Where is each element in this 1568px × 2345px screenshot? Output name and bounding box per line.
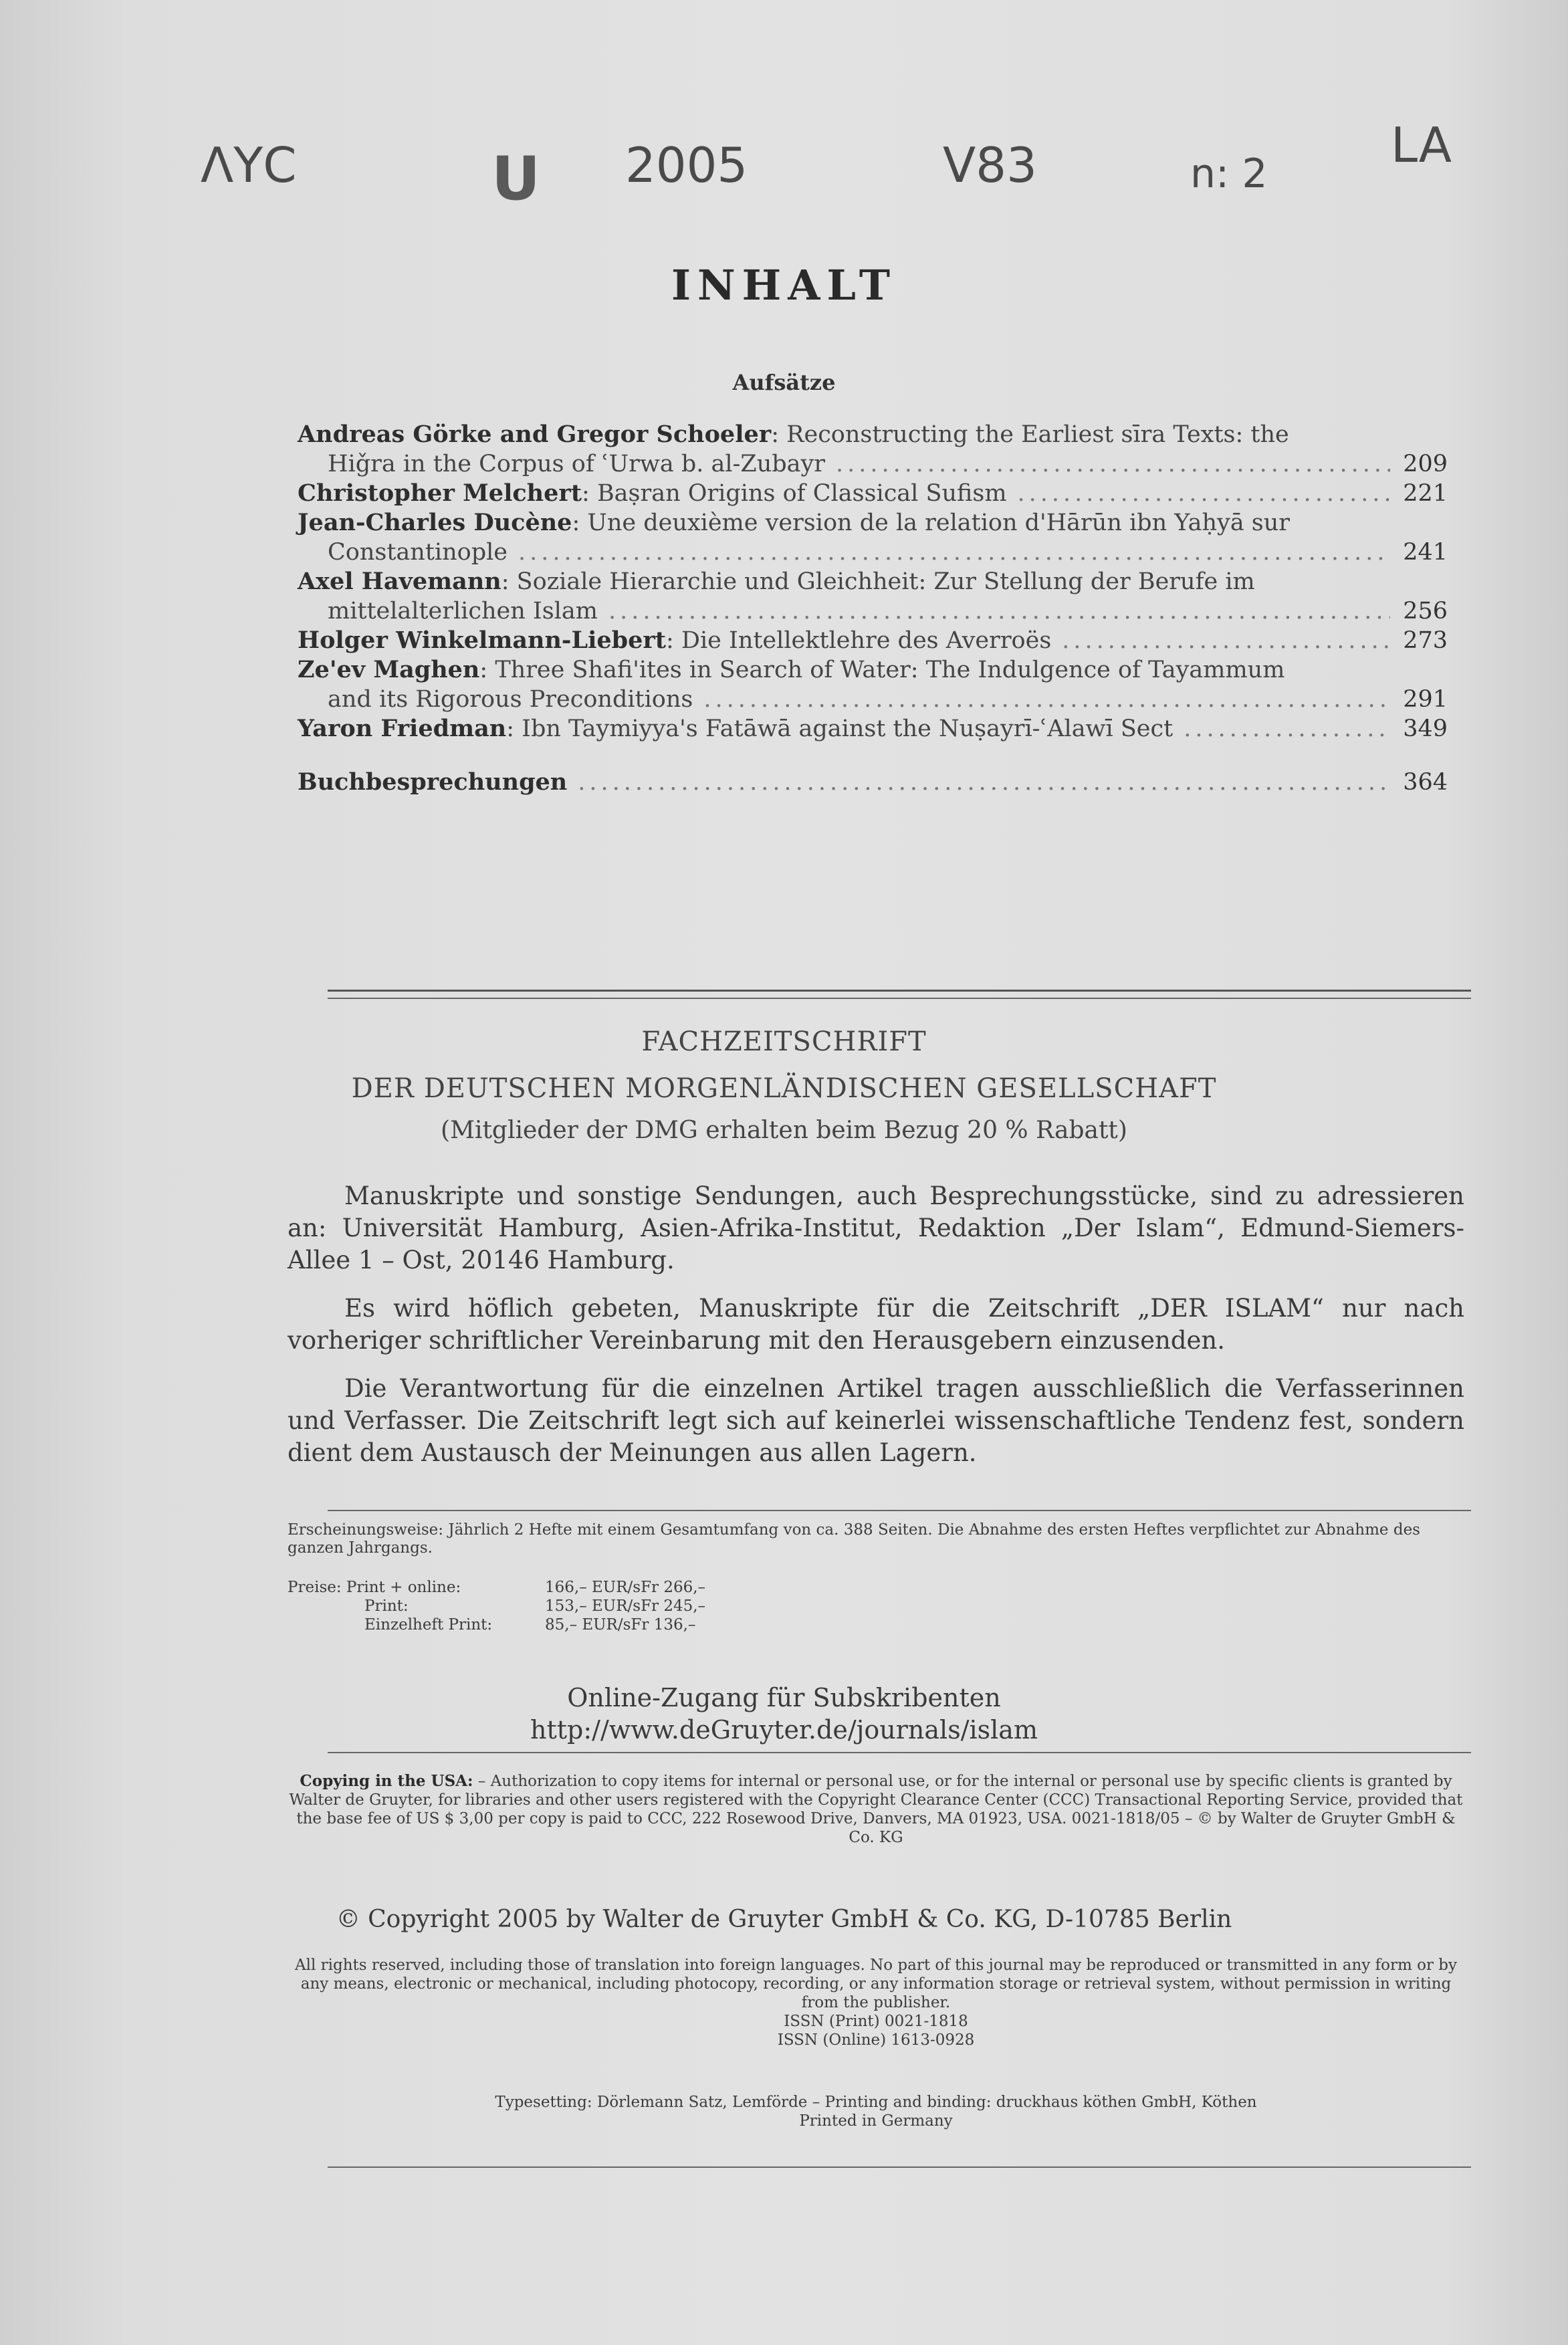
rights-notice (281, 1956, 1471, 2049)
toc-author: Christopher Melchert (298, 479, 582, 507)
issn-online: ISSN (Online) 1613-0928 (777, 2031, 975, 2049)
leader-dots (518, 538, 1390, 567)
toc-title: Constantinople (328, 539, 508, 566)
publication-note: Erscheinungsweise: Jährlich 2 Hefte mit einem Gesamtumfang von ca. 388 Seiten. Die Abnahme des ersten Heftes verpflichtet zur Abnahme des ganzen Jahrgangs. (288, 1521, 1420, 1557)
toc-title: and its Rigorous Preconditions (328, 686, 693, 713)
price-value: 85,– EUR/sFr 136,– (545, 1616, 696, 1634)
toc-title: Die Intellektlehre des Averroës (681, 627, 1052, 654)
divider (328, 998, 1471, 999)
divider (328, 990, 1471, 992)
handwritten-mark: V83 (943, 137, 1037, 193)
handwritten-mark: n: 2 (1190, 150, 1268, 197)
handwritten-mark: LA (1391, 117, 1452, 173)
toc-entry-line: Axel Havemann: Soziale Hierarchie und Gleichheit: Zur Stellung der Berufe im (298, 568, 1255, 595)
leader-dots (703, 685, 1390, 714)
toc-author: Axel Havemann (298, 568, 501, 595)
leader-dots (1018, 479, 1390, 508)
typesetting-notice (281, 2093, 1471, 2130)
toc-title: Ibn Taymiyya's Fatāwā against the Nuṣayrī-ʿAlawī Sect (522, 715, 1173, 742)
toc-entry-line: Yaron Friedman: Ibn Taymiyya's Fatāwā against the Nuṣayrī-ʿAlawī Sect ..... 349 (298, 714, 1448, 744)
toc-entry (298, 479, 1448, 508)
toc-page: 349 (1403, 715, 1448, 742)
section-heading: Aufsätze (732, 370, 836, 395)
divider (328, 2166, 1471, 2168)
price-label: Einzelheft Print: (364, 1616, 493, 1634)
toc-title: mittelalterlichen Islam (328, 598, 598, 625)
leader-dots (1184, 714, 1390, 744)
printed-in: Printed in Germany (799, 2112, 953, 2130)
toc-entry-line: Andreas Görke and Gregor Schoeler: Reconstructing the Earliest sīra Texts: the (298, 421, 1289, 448)
toc-entry-line (298, 685, 1448, 714)
toc-page: 364 (1403, 769, 1448, 796)
toc-entry-line (298, 768, 1448, 797)
price-value: 153,– EUR/sFr 245,– (545, 1597, 706, 1615)
table-of-contents (298, 420, 1448, 797)
toc-reviews-label: Buchbesprechungen (298, 768, 568, 796)
toc-author: Holger Winkelmann-Liebert (298, 627, 666, 654)
copying-notice (288, 1772, 1464, 1847)
toc-title: Baṣran Origins of Classical Sufism (596, 480, 1007, 507)
editorial-paragraph: Die Verantwortung für die einzelnen Artikel tragen ausschließlich die Verfasserinnen und Verfasser. Die Zeitschrift legt sich auf keinerlei wissenschaftliche Tendenz fest, sondern dient dem Austausch der Meinungen aus allen Lagern. (288, 1374, 1464, 1467)
toc-entry (298, 508, 1448, 567)
toc-author: Jean-Charles Ducène (298, 509, 572, 536)
toc-page: 209 (1403, 451, 1448, 477)
editorial-paragraph: Es wird höflich gebeten, Manuskripte für die Zeitschrift „DER ISLAM“ nur nach vorheriger schriftlicher Vereinbarung mit den Herausgebern einzusenden. (288, 1294, 1464, 1355)
toc-entry-line: Christopher Melchert: Baṣran Origins of Classical Sufism ..... 221 (298, 479, 1448, 508)
price-row (288, 1615, 705, 1634)
issn-print: ISSN (Print) 0021-1818 (784, 2013, 968, 2030)
toc-entry-line: Jean-Charles Ducène: Une deuxième version de la relation d'Hārūn ibn Yaḥyā sur (298, 509, 1291, 536)
price-label: Print: (364, 1597, 409, 1615)
price-value: 166,– EUR/sFr 266,– (545, 1579, 706, 1596)
page-title: INHALT (671, 261, 897, 310)
typesetting-text: Typesetting: Dörlemann Satz, Lemförde – Printing and binding: druckhaus köthen GmbH, Köthen (495, 2094, 1257, 2111)
toc-author: Yaron Friedman (298, 715, 507, 742)
toc-entry (298, 420, 1448, 479)
divider (328, 1752, 1471, 1753)
toc-entry-line (298, 538, 1448, 567)
toc-title: Three Shafi'ites in Search of Water: The Indulgence of Tayammum (495, 657, 1285, 683)
toc-title: Une deuxième version de la relation d'Hārūn ibn Yaḥyā sur (587, 510, 1291, 536)
toc-page: 241 (1403, 539, 1448, 566)
toc-entry-line: Ze'ev Maghen: Three Shafi'ites in Search of Water: The Indulgence of Tayammum (298, 656, 1285, 683)
toc-entry-line: Holger Winkelmann-Liebert: Die Intellektlehre des Averroës ..... 273 (298, 626, 1448, 655)
online-access-label: Online-Zugang für Subskribenten (567, 1683, 1001, 1712)
copying-lead: Copying in the USA: (300, 1772, 473, 1790)
copyright-line: © Copyright 2005 by Walter de Gruyter GmbH & Co. KG, D-10785 Berlin (336, 1906, 1232, 1933)
journal-line: DER DEUTSCHEN MORGENLÄNDISCHEN GESELLSCHAFT (351, 1073, 1217, 1104)
toc-title: Reconstructing the Earliest sīra Texts: the (786, 421, 1289, 448)
journal-note: (Mitglieder der DMG erhalten beim Bezug 20 % Rabatt) (441, 1117, 1127, 1144)
price-list (288, 1578, 705, 1634)
toc-title: Hiǧra in the Corpus of ʿUrwa b. al-Zubayr (328, 451, 826, 477)
toc-author: Andreas Görke and Gregor Schoeler (298, 421, 772, 448)
toc-entry-line (298, 449, 1448, 479)
price-row (288, 1578, 705, 1597)
toc-author: Ze'ev Maghen (298, 656, 480, 683)
toc-entry (298, 567, 1448, 626)
handwritten-mark: U (491, 144, 541, 214)
toc-page: 273 (1403, 627, 1448, 654)
price-row (288, 1597, 705, 1615)
leader-dots (1062, 626, 1390, 655)
journal-line: FACHZEITSCHRIFT (641, 1026, 927, 1057)
price-label: Preise: Print + online: (288, 1579, 461, 1596)
journal-url[interactable]: http://www.deGruyter.de/journals/islam (530, 1715, 1038, 1745)
toc-page: 291 (1403, 686, 1448, 713)
toc-entry (298, 655, 1448, 714)
toc-entry-line (298, 596, 1448, 626)
toc-page: 221 (1403, 480, 1448, 507)
toc-title: Soziale Hierarchie und Gleichheit: Zur Stellung der Berufe im (516, 568, 1255, 595)
toc-page: 256 (1403, 598, 1448, 625)
online-access (0, 1682, 1568, 1746)
editorial-notes (288, 1180, 1464, 1485)
handwritten-mark: 2005 (625, 137, 748, 193)
leader-dots (836, 449, 1390, 479)
leader-dots (578, 768, 1390, 797)
toc-entry-reviews (298, 768, 1448, 797)
handwritten-mark: ΛΥC (201, 137, 297, 193)
toc-entry (298, 714, 1448, 744)
toc-entry (298, 626, 1448, 655)
leader-dots (608, 596, 1390, 626)
editorial-paragraph: Manuskripte und sonstige Sendungen, auch Besprechungsstücke, sind zu adressieren an: Universität Hamburg, Asien-Afrika-Institut, Redaktion „Der Islam“, Edmund-Siemers-Allee 1 – Ost, 20146 Hamburg. (288, 1182, 1464, 1274)
divider (328, 1510, 1471, 1511)
rights-text: All rights reserved, including those of translation into foreign languages. No part of this journal may be reproduced or transmitted in any form or by any means, electronic or mechanical, including photocopy, recording, or any information storage or retrieval system, without permission in writing from the publisher. (295, 1957, 1457, 2011)
copying-text: – Authorization to copy items for internal or personal use, or for the internal or personal use by specific clients is granted by Walter de Gruyter, for libraries and other users registered with the Copyright Clearance Center (CCC) Transactional Reporting Service, provided that the base fee of US $ 3,00 per copy is paid to CCC, 222 Rosewood Drive, Danvers, MA 01923, USA. 0021-1818/05 – © by Walter de Gruyter GmbH & Co. KG (289, 1773, 1463, 1846)
